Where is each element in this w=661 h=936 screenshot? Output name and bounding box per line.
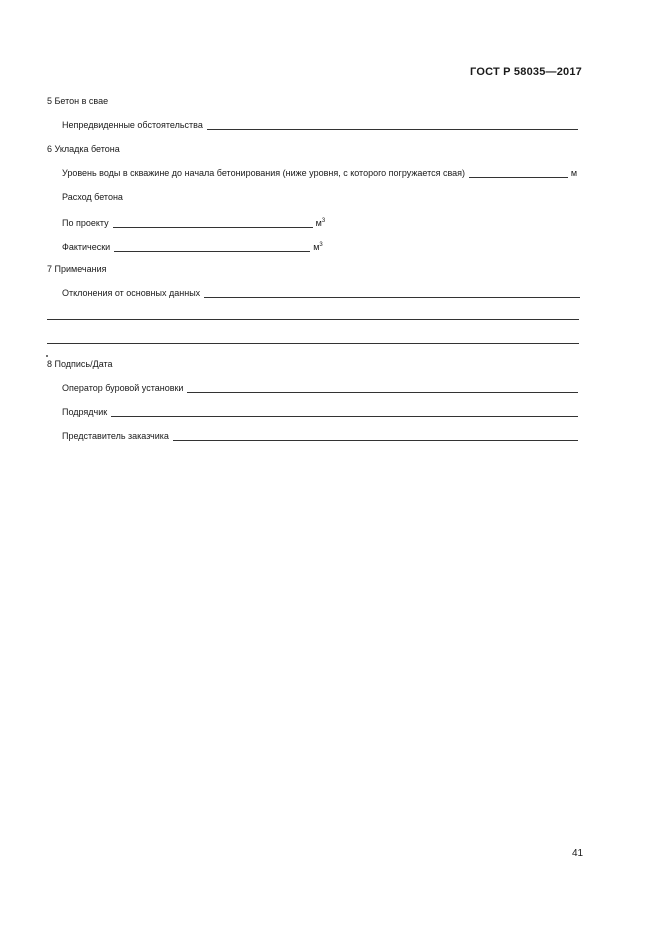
by-project-field [62,216,325,229]
notes-line-2[interactable] [47,343,579,344]
client-rep-field [62,431,578,442]
water-level-blank[interactable] [469,169,568,178]
section-6-title: 6 Укладка бетона [47,144,120,154]
unforeseen-blank[interactable] [207,121,578,130]
unforeseen-field [62,120,578,131]
section-7-title: 7 Примечания [47,264,107,274]
actual-label: Фактически [62,242,111,252]
page-number: 41 [572,848,584,859]
standard-designation: ГОСТ Р 58035—2017 [470,66,582,78]
by-project-blank[interactable] [113,219,313,228]
deviations-blank[interactable] [204,289,580,298]
contractor-label: Подрядчик [62,407,108,417]
operator-field [62,383,578,394]
actual-blank[interactable] [114,243,310,252]
by-project-label: По проекту [62,218,109,228]
notes-line-1[interactable] [47,319,579,320]
water-level-field [62,168,577,179]
section-5-title: 5 Бетон в свае [47,96,109,106]
deviations-field [62,288,580,299]
actual-unit: $м^3$ [313,242,323,252]
margin-dot [46,355,48,357]
client-rep-label: Представитель заказчика [62,431,169,441]
deviations-label: Отклонения от основных данных [62,288,201,298]
water-level-label: Уровень воды в скважине до начала бетонирования (ниже уровня, с которого погружается свая) [62,168,466,178]
contractor-blank[interactable] [111,408,578,417]
concrete-consumption-label: Расход бетона [62,192,123,202]
operator-label: Оператор буровой установки [62,383,184,393]
operator-blank[interactable] [187,384,578,393]
client-rep-blank[interactable] [173,432,578,441]
water-level-unit: м [570,168,577,178]
contractor-field [62,407,578,418]
unforeseen-label: Непредвиденные обстоятельства [62,120,203,130]
by-project-unit: $м^3$ [315,218,326,228]
section-8-title: 8 Подпись/Дата [47,359,113,369]
actual-field [62,240,323,253]
